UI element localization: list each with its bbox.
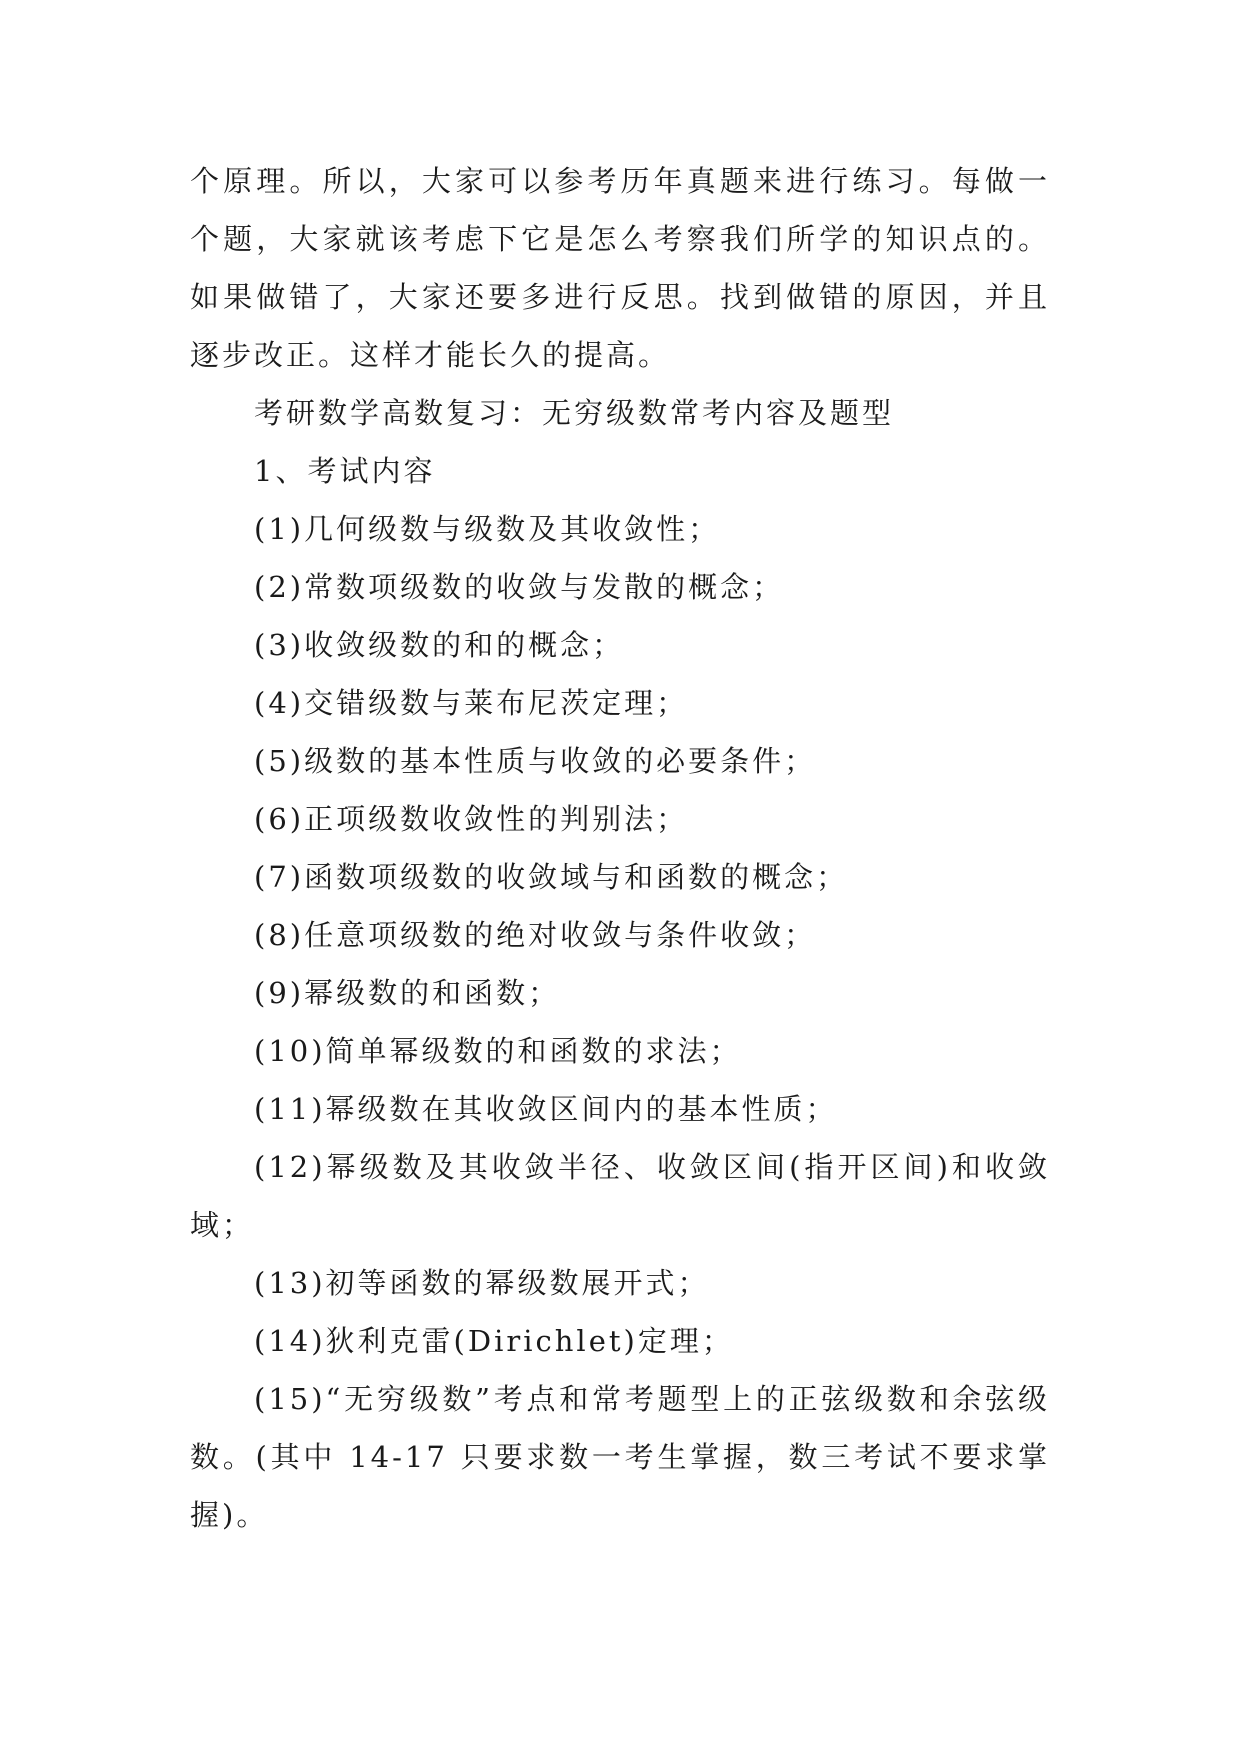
list-item: (7)函数项级数的收敛域与和函数的概念； [254, 860, 849, 894]
list-item: (8)任意项级数的绝对收敛与条件收敛； [254, 918, 817, 952]
list-item: (11)幂级数在其收敛区间内的基本性质； [254, 1092, 838, 1126]
list-item: (10)简单幂级数的和函数的求法； [254, 1034, 742, 1068]
list-item: (14)狄利克雷(Dirichlet)定理； [254, 1324, 734, 1358]
list-item: (4)交错级数与莱布尼茨定理； [254, 686, 689, 720]
section-heading: 考研数学高数复习：无穷级数常考内容及题型 [254, 396, 895, 430]
list-item: (5)级数的基本性质与收敛的必要条件； [254, 744, 817, 778]
document-page [190, 152, 1050, 1544]
list-item: (13)初等函数的幂级数展开式； [254, 1266, 710, 1300]
paragraph-intro: 个原理。所以，大家可以参考历年真题来进行练习。每做一个题，大家就该考虑下它是怎么考察我们所学的知识点的。如果做错了，大家还要多进行反思。找到做错的原因，并且逐步改正。这样才能长久的提高。 [190, 164, 1050, 372]
subsection-heading: 1、考试内容 [254, 454, 436, 488]
list-item: (2)常数项级数的收敛与发散的概念； [254, 570, 785, 604]
list-item: (9)幂级数的和函数； [254, 976, 561, 1010]
list-item: (1)几何级数与级数及其收敛性； [254, 512, 721, 546]
list-item: (15)“无穷级数”考点和常考题型上的正弦级数和余弦级数。(其中 14-17 只要求数一考生掌握，数三考试不要求掌握)。 [190, 1382, 1050, 1532]
list-item: (6)正项级数收敛性的判别法； [254, 802, 689, 836]
list-item: (12)幂级数及其收敛半径、收敛区间(指开区间)和收敛域； [190, 1150, 1050, 1242]
list-item: (3)收敛级数的和的概念； [254, 628, 625, 662]
